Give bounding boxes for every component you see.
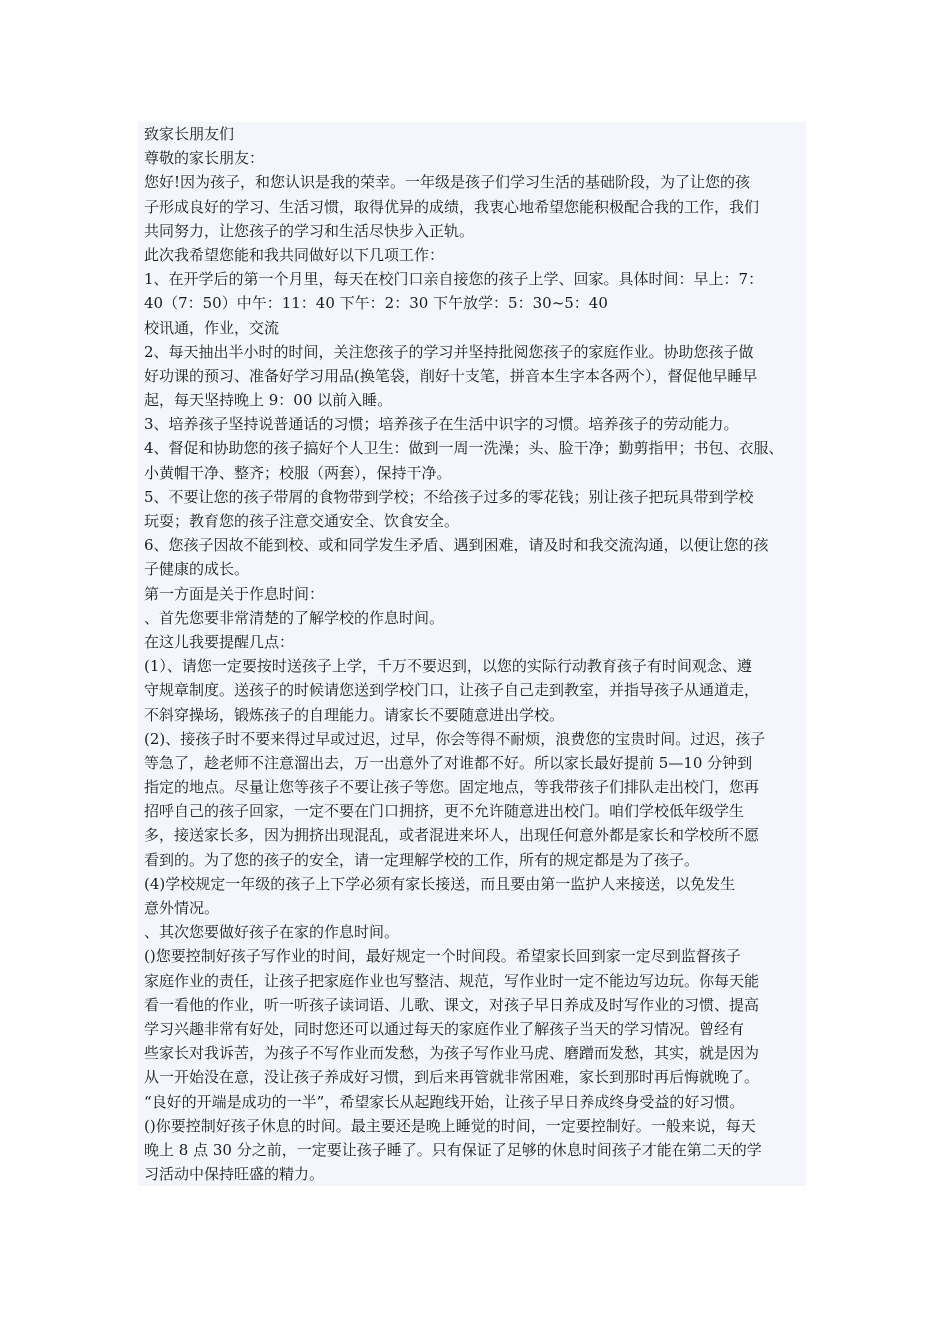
letter-text-block xyxy=(138,122,806,1186)
text-line: 致家长朋友们 xyxy=(144,125,235,143)
text-line: 习活动中保持旺盛的精力。 xyxy=(144,1165,325,1184)
text-line: 3、培养孩子坚持说普通话的习惯；培养孩子在生活中识字的习惯。培养孩子的劳动能力。 xyxy=(144,415,739,434)
text-line: 5、不要让您的孩子带屑的食物带到学校；不给孩子过多的零花钱；别让孩子把玩具带到学校 xyxy=(144,487,754,506)
text-line: 晚上 8 点 30 分之前，一定要让孩子睡了。只有保证了足够的休息时间孩子才能在第二天的学 xyxy=(144,1140,762,1159)
text-line: 招呼自己的孩子回家，一定不要在门口拥挤，更不允许随意进出校门。咱们学校低年级学生 xyxy=(144,802,745,821)
text-line: 指定的地点。尽量让您等孩子不要让孩子等您。固定地点，等我带孩子们排队走出校门，您再 xyxy=(144,778,760,797)
text-line: 小黄帽干净、整齐；校服（两套），保持干净。 xyxy=(144,463,452,482)
text-line: “良好的开端是成功的一半”，希望家长从起跑线开始，让孩子早日养成终身受益的好习惯。 xyxy=(144,1092,745,1111)
text-line: 您好!因为孩子，和您认识是我的荣幸。一年级是孩子们学习生活的基础阶段，为了让您的孩 xyxy=(144,173,751,192)
text-line: 4、督促和协助您的孩子搞好个人卫生：做到一周一洗澡；头、脸干净；勤剪指甲；书包、衣服、 xyxy=(144,439,784,458)
text-line: 看一看他的作业，听一听孩子读词语、儿歌、课文，对孩子早日养成及时写作业的习惯、提高 xyxy=(144,995,760,1014)
text-line: 看到的。为了您的孩子的安全，请一定理解学校的工作，所有的规定都是为了孩子。 xyxy=(144,850,700,869)
text-line: 子健康的成长。 xyxy=(144,560,250,579)
text-line: 不斜穿操场，锻炼孩子的自理能力。请家长不要随意进出学校。 xyxy=(144,705,565,724)
text-line: 等急了，趁老师不注意溜出去，万一出意外了对谁都不好。所以家长最好提前 5—10 分钟到 xyxy=(144,753,753,772)
text-line: 好功课的预习、准备好学习用品(换笔袋，削好十支笔，拼音本生字本各两个），督促他早睡早 xyxy=(144,366,758,385)
text-line: 子形成良好的学习、生活习惯，取得优异的成绩，我衷心地希望您能积极配合我的工作，我们 xyxy=(144,197,760,216)
text-line: 、首先您要非常清楚的了解学校的作息时间。 xyxy=(144,608,445,627)
text-line: 家庭作业的责任，让孩子把家庭作业也写整洁、规范，写作业时一定不能边写边玩。你每天能 xyxy=(144,971,760,990)
text-line: 尊敬的家长朋友： xyxy=(144,149,265,168)
text-line: 在这儿我要提醒几点： xyxy=(144,632,295,651)
text-line: ()你要控制好孩子休息的时间。最主要还是晚上睡觉的时间，一定要控制好。一般来说，每天 xyxy=(144,1116,756,1135)
text-line: ()您要控制好孩子写作业的时间，最好规定一个时间段。希望家长回到家一定尽到监督孩子 xyxy=(144,947,741,966)
text-line: (2)、接孩子时不要来得过早或过迟，过早，你会等得不耐烦，浪费您的宝贵时间。过迟，孩子 xyxy=(144,729,766,748)
text-line: (1）、请您一定要按时送孩子上学，千万不要迟到，以您的实际行动教育孩子有时间观念、遵 xyxy=(144,657,752,676)
text-line: (4)学校规定一年级的孩子上下学必须有家长接送，而且要由第一监护人来接送，以免发生 xyxy=(144,874,736,893)
text-line: 校讯通，作业，交流 xyxy=(144,318,280,337)
text-line: 守规章制度。送孩子的时候请您送到学校门口，让孩子自己走到教室，并指导孩子从通道走， xyxy=(144,681,760,700)
text-line: 40（7：50）中午：11：40 下午：2：30 下午放学：5：30~5：40 xyxy=(144,294,608,313)
text-line: 、其次您要做好孩子在家的作息时间。 xyxy=(144,923,400,942)
text-line: 1、在开学后的第一个月里，每天在校门口亲自接您的孩子上学、回家。具体时间：早上：7： xyxy=(144,270,764,289)
text-line: 第一方面是关于作息时间： xyxy=(144,584,325,603)
text-line: 共同努力，让您孩子的学习和生活尽快步入正轨。 xyxy=(144,221,475,240)
text-line: 些家长对我诉苦，为孩子不写作业而发愁，为孩子写作业马虎、磨蹭而发愁，其实，就是因为 xyxy=(144,1044,760,1063)
text-line: 2、每天抽出半小时的时间，关注您孩子的学习并坚持批阅您孩子的家庭作业。协助您孩子做 xyxy=(144,342,754,361)
text-line: 6、您孩子因故不能到校、或和同学发生矛盾、遇到困难，请及时和我交流沟通，以便让您的孩 xyxy=(144,536,769,555)
text-line: 学习兴趣非常有好处，同时您还可以通过每天的家庭作业了解孩子当天的学习情况。曾经有 xyxy=(144,1019,745,1038)
text-line: 意外情况。 xyxy=(144,899,220,917)
text-line: 起，每天坚持晚上 9：00 以前入睡。 xyxy=(144,391,393,410)
text-line: 玩耍；教育您的孩子注意交通安全、饮食安全。 xyxy=(144,512,460,530)
text-line: 此次我希望您能和我共同做好以下几项工作： xyxy=(144,245,445,264)
text-line: 多，接送家长多，因为拥挤出现混乱，或者混进来坏人，出现任何意外都是家长和学校所不愿 xyxy=(144,826,760,845)
text-line: 从一开始没在意，没让孩子养成好习惯，到后来再管就非常困难，家长到那时再后悔就晚了。 xyxy=(144,1068,760,1087)
